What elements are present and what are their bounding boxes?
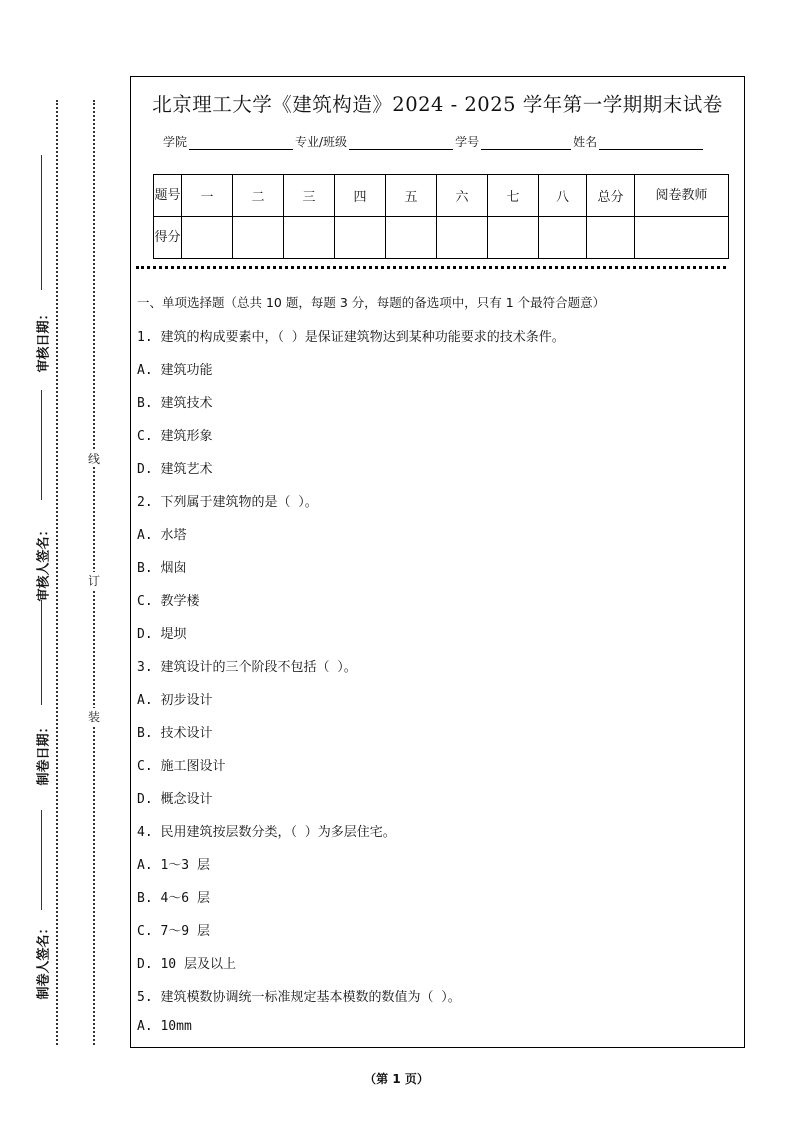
col-2-header: 二 bbox=[233, 175, 284, 217]
score-cell-7[interactable] bbox=[488, 217, 539, 259]
col-7-header: 七 bbox=[488, 175, 539, 217]
maker-sign-blank bbox=[41, 810, 42, 910]
student-id-label: 学号 bbox=[455, 135, 480, 149]
col-3-header: 三 bbox=[284, 175, 335, 217]
q2-option-d[interactable]: D. 堤坝 bbox=[137, 627, 187, 642]
question-4-stem: 4. 民用建筑按层数分类，（ ）为多层住宅。 bbox=[137, 825, 396, 840]
score-cell-8[interactable] bbox=[539, 217, 587, 259]
col-4-header: 四 bbox=[335, 175, 386, 217]
binding-mark-order: 订 bbox=[88, 574, 101, 588]
dotted-separator bbox=[136, 266, 726, 269]
major-class-label: 专业/班级 bbox=[295, 135, 348, 149]
score-cell-3[interactable] bbox=[284, 217, 335, 259]
student-id-blank[interactable] bbox=[481, 137, 571, 150]
q2-option-a[interactable]: A. 水塔 bbox=[137, 528, 187, 543]
score-cell-1[interactable] bbox=[182, 217, 233, 259]
question-number-header: 题号 bbox=[154, 175, 182, 217]
q2-option-b[interactable]: B. 烟囱 bbox=[137, 561, 187, 576]
review-date-blank bbox=[41, 155, 42, 290]
q1-option-b[interactable]: B. 建筑技术 bbox=[137, 396, 213, 411]
col-1-header: 一 bbox=[182, 175, 233, 217]
q4-option-a[interactable]: A. 1～3 层 bbox=[137, 858, 210, 873]
exam-frame bbox=[130, 76, 745, 1048]
col-8-header: 八 bbox=[539, 175, 587, 217]
q1-option-c[interactable]: C. 建筑形象 bbox=[137, 429, 213, 444]
score-table bbox=[153, 174, 729, 259]
q3-option-a[interactable]: A. 初步设计 bbox=[137, 693, 213, 708]
make-date-blank bbox=[41, 600, 42, 705]
question-1-stem: 1. 建筑的构成要素中，（ ）是保证建筑物达到某种功能要求的技术条件。 bbox=[137, 330, 565, 345]
q4-option-b[interactable]: B. 4～6 层 bbox=[137, 891, 210, 906]
q5-option-a[interactable]: A. 10mm bbox=[137, 1019, 192, 1034]
student-info-row bbox=[163, 133, 705, 150]
review-date-label: 审核日期： bbox=[36, 307, 52, 373]
reviewer-sign-blank bbox=[41, 390, 42, 500]
make-date-label: 制卷日期： bbox=[36, 720, 52, 786]
q1-option-d[interactable]: D. 建筑艺术 bbox=[137, 462, 213, 477]
page-footer: （第 1 页） bbox=[364, 1072, 429, 1086]
q2-option-c[interactable]: C. 教学楼 bbox=[137, 594, 200, 609]
q4-option-d[interactable]: D. 10 层及以上 bbox=[137, 957, 236, 972]
name-blank[interactable] bbox=[599, 137, 703, 150]
major-class-blank[interactable] bbox=[349, 137, 453, 150]
score-cell-total[interactable] bbox=[587, 217, 635, 259]
total-header: 总分 bbox=[587, 175, 635, 217]
question-5-stem: 5. 建筑模数协调统一标准规定基本模数的数值为（ ）。 bbox=[137, 990, 461, 1005]
grader-header: 阅卷教师 bbox=[635, 175, 729, 217]
q3-option-c[interactable]: C. 施工图设计 bbox=[137, 759, 226, 774]
college-label: 学院 bbox=[163, 135, 188, 149]
question-3-stem: 3. 建筑设计的三个阶段不包括（ ）。 bbox=[137, 660, 357, 675]
question-2-stem: 2. 下列属于建筑物的是（ ）。 bbox=[137, 495, 318, 510]
section-heading: 一、单项选择题（总共 10 题，每题 3 分，每题的备选项中，只有 1 个最符合题意） bbox=[137, 295, 606, 310]
score-cell-4[interactable] bbox=[335, 217, 386, 259]
binding-mark-line: 线 bbox=[88, 452, 101, 466]
q1-option-a[interactable]: A. 建筑功能 bbox=[137, 363, 213, 378]
col-6-header: 六 bbox=[437, 175, 488, 217]
name-label: 姓名 bbox=[573, 135, 598, 149]
col-5-header: 五 bbox=[386, 175, 437, 217]
maker-sign-label: 制卷人签名： bbox=[36, 921, 52, 1000]
outer-dotted-line bbox=[56, 100, 58, 1045]
binding-mark-bind: 装 bbox=[88, 710, 101, 724]
score-cell-5[interactable] bbox=[386, 217, 437, 259]
score-row-header: 得分 bbox=[154, 217, 182, 259]
score-cell-6[interactable] bbox=[437, 217, 488, 259]
score-cell-2[interactable] bbox=[233, 217, 284, 259]
reviewer-sign-label: 审核人签名： bbox=[36, 523, 52, 602]
score-cell-grader[interactable] bbox=[635, 217, 729, 259]
q3-option-b[interactable]: B. 技术设计 bbox=[137, 726, 213, 741]
q4-option-c[interactable]: C. 7～9 层 bbox=[137, 924, 210, 939]
q3-option-d[interactable]: D. 概念设计 bbox=[137, 792, 213, 807]
college-blank[interactable] bbox=[189, 137, 293, 150]
exam-title: 北京理工大学《建筑构造》2024 - 2025 学年第一学期期末试卷 bbox=[152, 93, 723, 116]
